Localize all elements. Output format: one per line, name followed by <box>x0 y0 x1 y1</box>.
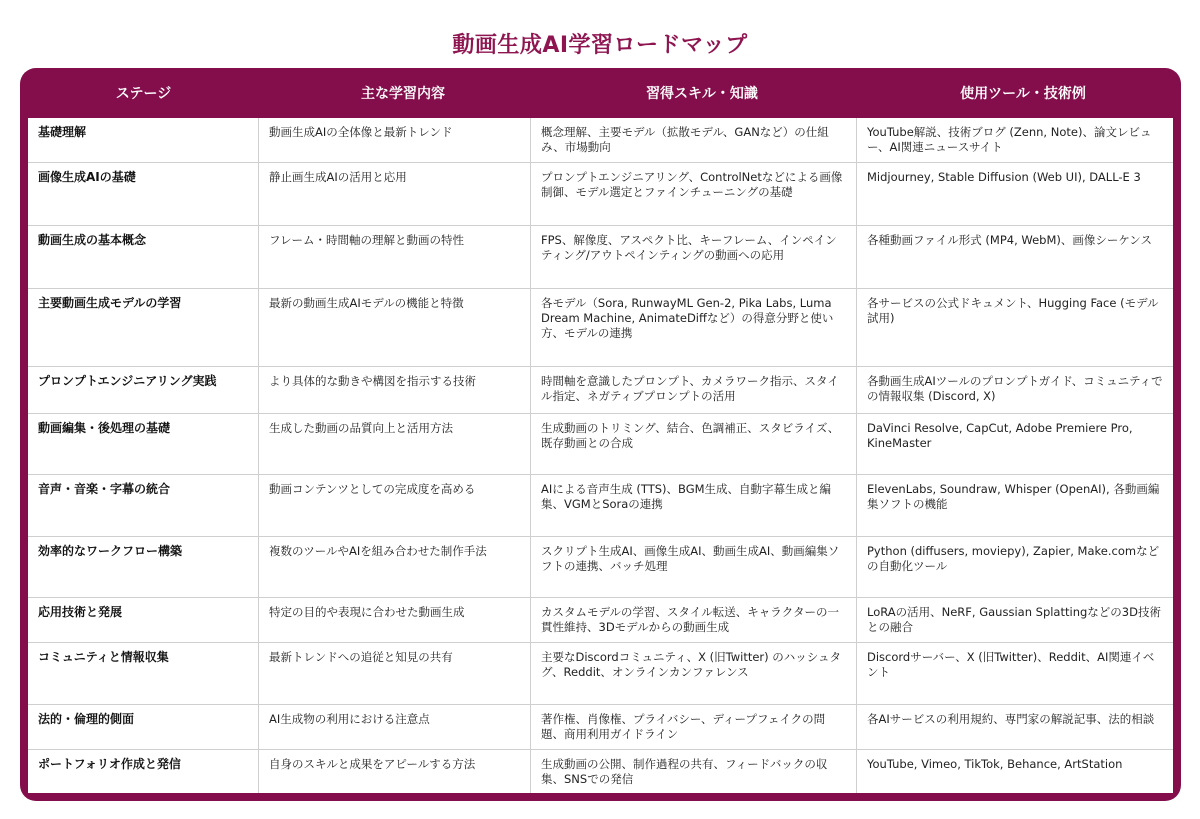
table-row <box>28 414 1173 475</box>
roadmap-table <box>20 68 1181 801</box>
header-tools: 使用ツール・技術例 <box>960 86 1086 102</box>
table-row <box>28 537 1173 598</box>
content-cell: 生成した動画の品質向上と活用方法 <box>259 414 531 474</box>
stage-cell: プロンプトエンジニアリング実践 <box>28 367 259 413</box>
tools-cell: ElevenLabs, Soundraw, Whisper (OpenAI), 各動画編集ソフトの機能 <box>867 482 1160 511</box>
table-row <box>28 226 1173 289</box>
tools-cell: Midjourney, Stable Diffusion (Web UI), DALL-E 3 <box>867 170 1141 184</box>
stage-cell: 主要動画生成モデルの学習 <box>28 289 259 366</box>
content-cell: 最新トレンドへの追従と知見の共有 <box>259 643 531 704</box>
table-row <box>28 705 1173 750</box>
stage-cell: コミュニティと情報収集 <box>28 643 259 704</box>
tools-cell: 各種動画ファイル形式 (MP4, WebM)、画像シーケンス <box>867 233 1152 247</box>
stage-cell: 基礎理解 <box>28 118 259 162</box>
stage-cell: ポートフォリオ作成と発信 <box>28 750 259 793</box>
table-row <box>28 475 1173 537</box>
content-cell: 特定の目的や表現に合わせた動画生成 <box>259 598 531 642</box>
skills-cell: スクリプト生成AI、画像生成AI、動画生成AI、動画編集ソフトの連携、バッチ処理 <box>531 537 857 597</box>
skills-cell: AIによる音声生成 (TTS)、BGM生成、自動字幕生成と編集、VGMとSoraの連携 <box>531 475 857 536</box>
tools-cell: 各動画生成AIツールのプロンプトガイド、コミュニティでの情報収集 (Discord, X) <box>867 374 1163 403</box>
stage-cell: 応用技術と発展 <box>28 598 259 642</box>
tools-cell: 各AIサービスの利用規約、専門家の解説記事、法的相談 <box>867 712 1155 726</box>
content-cell: 自身のスキルと成果をアピールする方法 <box>259 750 531 793</box>
content-cell: 動画コンテンツとしての完成度を高める <box>259 475 531 536</box>
tools-cell: DaVinci Resolve, CapCut, Adobe Premiere Pro, KineMaster <box>867 421 1133 450</box>
table-body <box>28 118 1173 793</box>
stage-cell: 画像生成AIの基礎 <box>28 163 259 225</box>
content-cell: 複数のツールやAIを組み合わせた制作手法 <box>259 537 531 597</box>
table-header <box>20 68 1181 118</box>
skills-cell: FPS、解像度、アスペクト比、キーフレーム、インペインティング/アウトペインティングの動画への応用 <box>531 226 857 288</box>
header-stage: ステージ <box>115 86 172 102</box>
content-cell: 静止画生成AIの活用と応用 <box>259 163 531 225</box>
skills-cell: 各モデル（Sora, RunwayML Gen-2, Pika Labs, Luma Dream Machine, AnimateDiffなど）の得意分野と使い方、モデルの連携 <box>531 289 857 366</box>
tools-cell: Python (diffusers, moviepy), Zapier, Make.comなどの自動化ツール <box>867 544 1160 573</box>
stage-cell: 音声・音楽・字幕の統合 <box>28 475 259 536</box>
page-title: 動画生成AI学習ロードマップ <box>452 33 748 58</box>
skills-cell: 概念理解、主要モデル（拡散モデル、GANなど）の仕組み、市場動向 <box>531 118 857 162</box>
content-cell: 最新の動画生成AIモデルの機能と特徴 <box>259 289 531 366</box>
skills-cell: 時間軸を意識したプロンプト、カメラワーク指示、スタイル指定、ネガティブプロンプトの活用 <box>531 367 857 413</box>
tools-cell: YouTube解説、技術ブログ (Zenn, Note)、論文レビュー、AI関連ニュースサイト <box>867 125 1152 154</box>
stage-cell: 動画生成の基本概念 <box>28 226 259 288</box>
skills-cell: 生成動画の公開、制作過程の共有、フィードバックの収集、SNSでの発信 <box>531 750 857 793</box>
skills-cell: 生成動画のトリミング、結合、色調補正、スタビライズ、既存動画との合成 <box>531 414 857 474</box>
content-cell: AI生成物の利用における注意点 <box>259 705 531 749</box>
stage-cell: 法的・倫理的側面 <box>28 705 259 749</box>
tools-cell: 各サービスの公式ドキュメント、Hugging Face (モデル試用) <box>867 296 1159 325</box>
table-row <box>28 750 1173 793</box>
table-row <box>28 289 1173 367</box>
table-row <box>28 118 1173 163</box>
content-cell: フレーム・時間軸の理解と動画の特性 <box>259 226 531 288</box>
tools-cell: LoRAの活用、NeRF, Gaussian Splattingなどの3D技術との融合 <box>867 605 1161 634</box>
table-row <box>28 367 1173 414</box>
skills-cell: 著作権、肖像権、プライバシー、ディープフェイクの問題、商用利用ガイドライン <box>531 705 857 749</box>
header-skills: 習得スキル・知識 <box>646 86 758 102</box>
skills-cell: 主要なDiscordコミュニティ、X (旧Twitter) のハッシュタグ、Reddit、オンラインカンファレンス <box>531 643 857 704</box>
skills-cell: プロンプトエンジニアリング、ControlNetなどによる画像制御、モデル選定とファインチューニングの基礎 <box>531 163 857 225</box>
content-cell: 動画生成AIの全体像と最新トレンド <box>259 118 531 162</box>
tools-cell: YouTube, Vimeo, TikTok, Behance, ArtStation <box>867 757 1123 771</box>
table-row <box>28 163 1173 226</box>
tools-cell: Discordサーバー、X (旧Twitter)、Reddit、AI関連イベント <box>867 650 1155 679</box>
skills-cell: カスタムモデルの学習、スタイル転送、キャラクターの一貫性維持、3Dモデルからの動画生成 <box>531 598 857 642</box>
stage-cell: 動画編集・後処理の基礎 <box>28 414 259 474</box>
table-row <box>28 598 1173 643</box>
content-cell: より具体的な動きや構図を指示する技術 <box>259 367 531 413</box>
table-row <box>28 643 1173 705</box>
header-content: 主な学習内容 <box>361 86 445 102</box>
stage-cell: 効率的なワークフロー構築 <box>28 537 259 597</box>
